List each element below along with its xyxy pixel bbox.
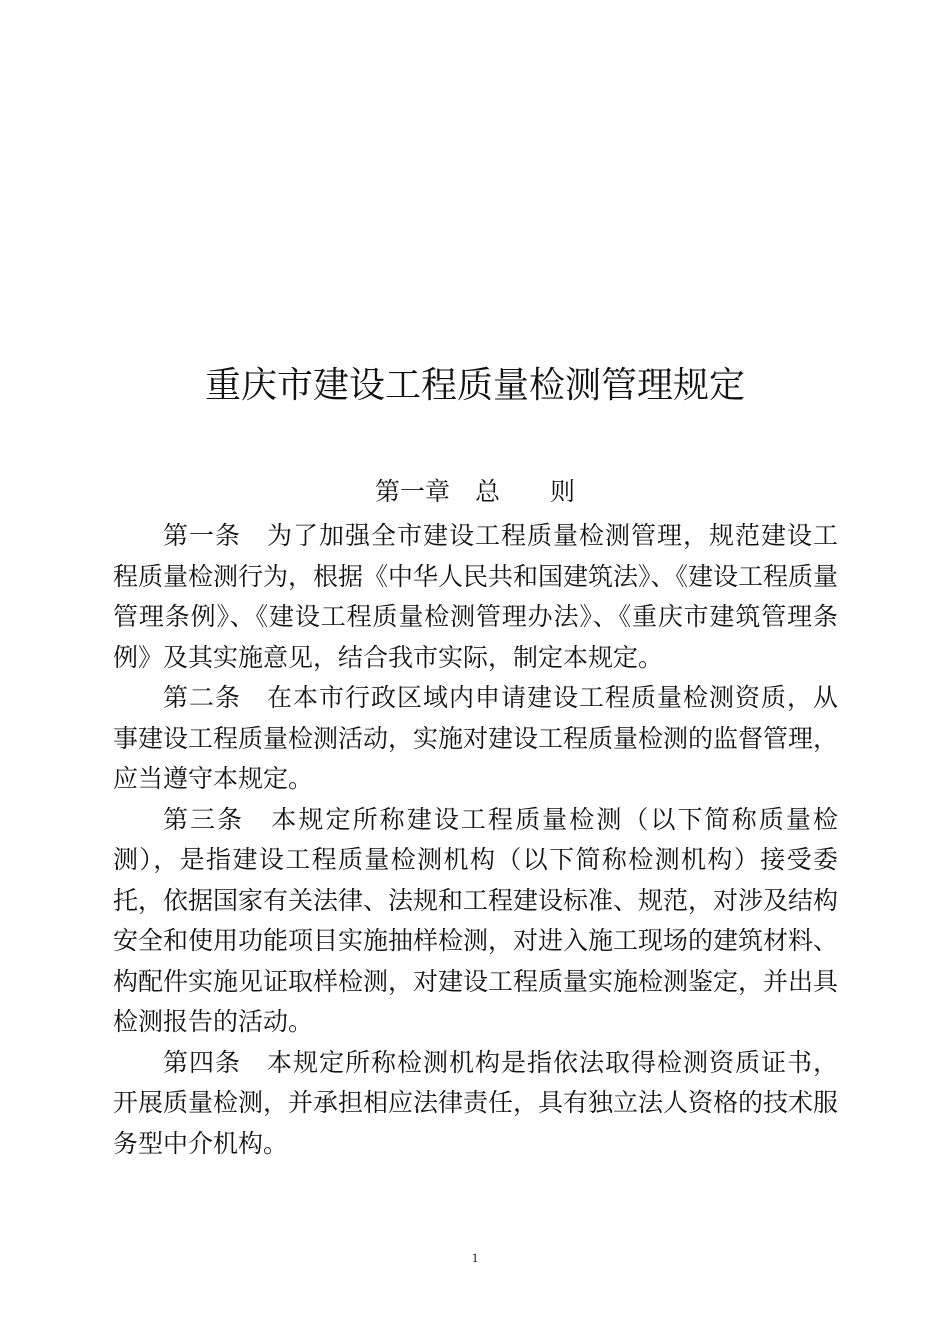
article-number: 第四条 <box>163 1047 241 1077</box>
article-text: 为了加强全市建设工程质量检测管理，规范建设工程质量检测行为，根据《中华人民共和国建筑法》、《建设工程质量管理条例》、《建设工程质量检测管理办法》、《重庆市建筑管理条例》及其实施意见，结合我市实际，制定本规定。 <box>113 521 839 672</box>
article-1 <box>113 516 838 678</box>
article-text: 在本市行政区域内申请建设工程质量检测资质，从事建设工程质量检测活动，实施对建设工程质量检测的监督管理，应当遵守本规定。 <box>113 683 839 793</box>
document-title: 重庆市建设工程质量检测管理规定 <box>204 365 745 406</box>
article-number: 第三条 <box>163 804 245 834</box>
page-number: 1 <box>471 1250 479 1265</box>
chapter-heading: 第一章 总 则 <box>374 477 575 506</box>
article-3 <box>113 800 838 1043</box>
article-number: 第一条 <box>163 521 241 550</box>
article-text: 本规定所称建设工程质量检测（以下简称质量检测），是指建设工程质量检测机构（以下简称检测机构）接受委托，依据国家有关法律、法规和工程建设标准、规范，对涉及结构安全和使用功能项目实施抽样检测，对进入施工现场的建筑材料、构配件实施见证取样检测，对建设工程质量实施检测鉴定，并出具检测报告的活动。 <box>113 804 839 1036</box>
document-body <box>113 516 838 1164</box>
article-text: 本规定所称检测机构是指依法取得检测资质证书，开展质量检测，并承担相应法律责任，具有独立法人资格的技术服务型中介机构。 <box>113 1047 839 1158</box>
article-number: 第二条 <box>163 683 241 712</box>
article-4 <box>113 1043 838 1165</box>
article-2 <box>113 678 838 800</box>
